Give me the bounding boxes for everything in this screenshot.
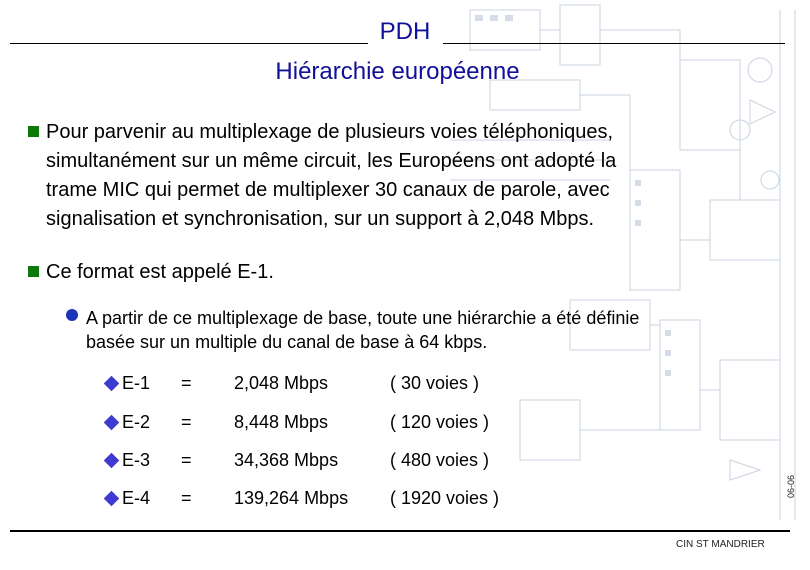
bullet-line: signalisation et synchronisation, sur un support à 2,048 Mbps. [46, 208, 595, 230]
bullet-line: trame MIC qui permet de multiplexer 30 canaux de parole, avec [46, 179, 610, 201]
hierarchy-voices: ( 1920 voies ) [390, 488, 500, 508]
hierarchy-rate: 2,048 Mbps [234, 373, 329, 393]
bullet-paragraph-e1-format [46, 258, 274, 287]
hierarchy-row [0, 412, 810, 436]
hierarchy-equals: = [181, 373, 192, 393]
sub-bullet-line: basée sur un multiple du canal de base à 64 kbps. [86, 332, 488, 352]
hierarchy-row [0, 450, 810, 474]
footer-rule [10, 530, 790, 532]
footer-organization: CIN ST MANDRIER [676, 539, 765, 550]
page-title: PDH [379, 18, 431, 45]
hierarchy-rate: 34,368 Mbps [234, 450, 339, 470]
diamond-bullet-icon [104, 453, 120, 469]
bullet-line: Pour parvenir au multiplexage de plusieurs voies téléphoniques, [46, 121, 614, 143]
hierarchy-level: E-4 [122, 488, 151, 508]
green-square-bullet-icon [28, 126, 39, 137]
bullet-paragraph-multiplexage [46, 118, 616, 234]
hierarchy-rate: 139,264 Mbps [234, 488, 349, 508]
blue-circle-bullet-icon [66, 309, 78, 321]
bullet-line: Ce format est appelé E-1. [46, 261, 274, 283]
hierarchy-level: E-2 [122, 412, 151, 432]
sub-bullet-line: A partir de ce multiplexage de base, toute une hiérarchie a été définie [86, 308, 640, 328]
hierarchy-voices: ( 120 voies ) [390, 412, 490, 432]
green-square-bullet-icon [28, 266, 39, 277]
page-subtitle: Hiérarchie européenne [275, 58, 520, 85]
bullet-line: simultanément sur un même circuit, les Européens ont adopté la [46, 150, 617, 172]
hierarchy-equals: = [181, 450, 192, 470]
hierarchy-rate: 8,448 Mbps [234, 412, 329, 432]
hierarchy-row [0, 373, 810, 397]
sub-bullet-paragraph [86, 306, 639, 354]
diamond-bullet-icon [104, 376, 120, 392]
diamond-bullet-icon [104, 491, 120, 507]
hierarchy-equals: = [181, 412, 192, 432]
diamond-bullet-icon [104, 415, 120, 431]
hierarchy-level: E-3 [122, 450, 151, 470]
hierarchy-equals: = [181, 488, 192, 508]
slide-code: 06-06 [786, 474, 796, 498]
hierarchy-voices: ( 30 voies ) [390, 373, 480, 393]
hierarchy-voices: ( 480 voies ) [390, 450, 490, 470]
hierarchy-level: E-1 [122, 373, 151, 393]
hierarchy-row [0, 488, 810, 512]
